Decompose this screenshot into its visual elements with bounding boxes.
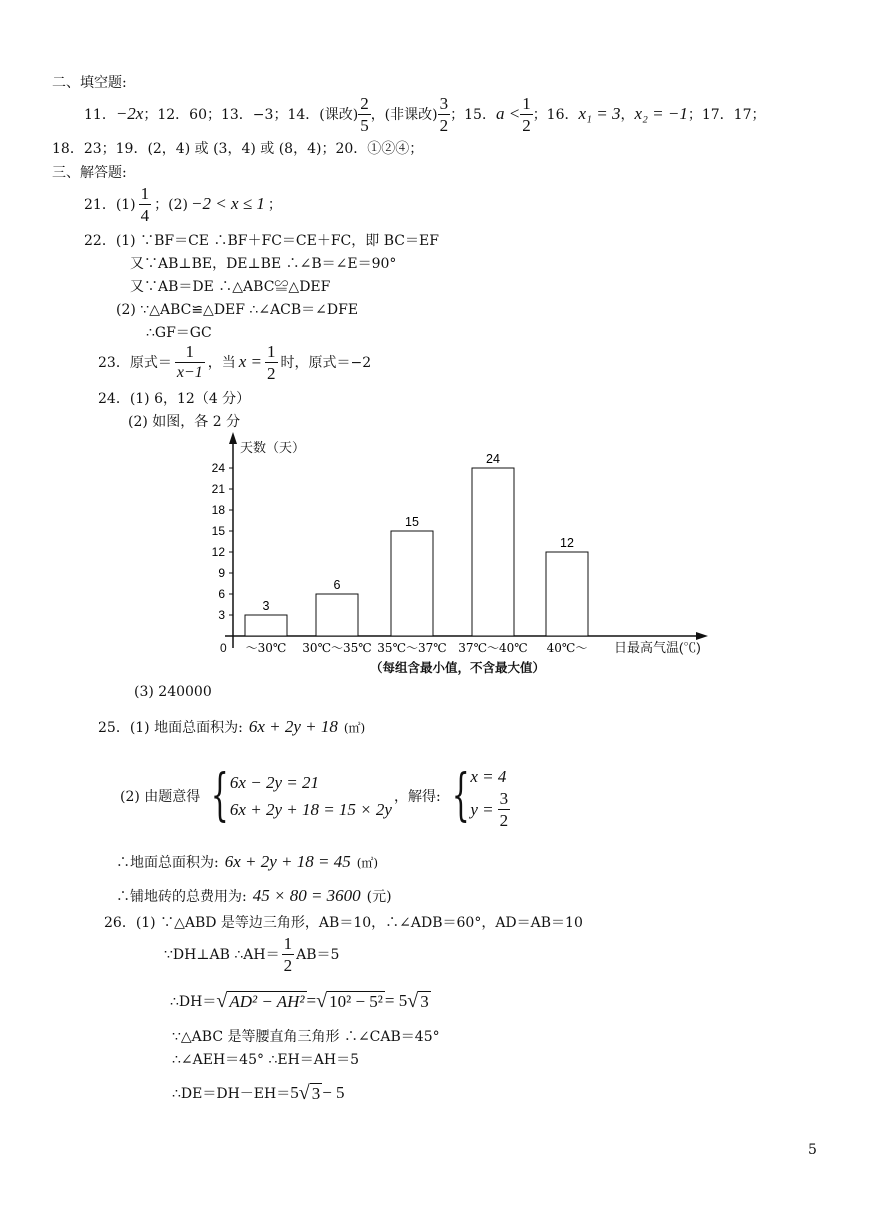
y-axis-arrow (229, 432, 237, 444)
answers-18-20: 18．23；19．(2，4) 或 (3，4) 或 (8，4)；20．①②④； (52, 141, 424, 157)
x-axis-arrow (696, 632, 708, 640)
left-brace: { (451, 763, 470, 828)
q26-line4: ∵△ABC 是等腰直角三角形 ∴∠CAB＝45° (172, 1029, 440, 1045)
q25-line3: ∴地面总面积为: 6x + 2y + 18 = 45 (㎡) (116, 852, 379, 871)
y-tick-label: 15 (211, 524, 225, 538)
answers-11-17: 11． −2x ；12．60；13．−3；14．(课改) $\frac{2}{5}$ ，(非课改) $\frac{3}{2}$ ；15． a < $\frac{1}{2}$ ；16． x₁ = 3 ， x₂ = −1 ；17．17； (84, 93, 766, 135)
q22-line2: 又∵AB⊥BE，DE⊥BE ∴∠B＝∠E＝90° (130, 256, 397, 272)
bar (316, 594, 358, 636)
category-label: 35℃～37℃ (377, 641, 447, 655)
bar-value-label: 24 (486, 452, 500, 466)
section-3-heading: 三、解答题: (52, 165, 127, 181)
q22-line1: 22．(1) ∵BF＝CE ∴BF＋FC＝CE＋FC，即 BC＝EF (84, 233, 439, 249)
y-tick-label: 6 (218, 587, 225, 601)
bar (245, 615, 287, 636)
bar-value-label: 3 (262, 599, 270, 613)
q22-line5: ∴GF＝GC (146, 325, 212, 341)
q24-line1: 24．(1) 6，12（4 分） (98, 391, 251, 407)
q26-line5: ∴∠AEH＝45° ∴EH＝AH＝5 (172, 1052, 360, 1068)
x-axis-label: 日最高气温(℃) (614, 640, 701, 655)
y-tick-label: 3 (218, 608, 225, 622)
q24-line3: (3) 240000 (134, 684, 212, 700)
q22-line4: (2) ∵△ABC≌△DEF ∴∠ACB＝∠DFE (116, 302, 359, 318)
category-label: 30℃～35℃ (302, 641, 372, 655)
fraction: $\frac{1}{2}$ (522, 93, 531, 135)
category-label: 37℃～40℃ (458, 641, 528, 655)
q21: 21．(1) $\frac{1}{4}$ ；(2) −2 < x ≤ 1 ； (84, 183, 282, 225)
y-tick-label: 18 (211, 503, 225, 517)
y-tick-label: 24 (211, 461, 225, 475)
section-2-heading: 二、填空题: (52, 75, 127, 91)
fraction: $\frac{3}{2}$ (439, 93, 449, 135)
bar-value-label: 6 (333, 578, 341, 592)
fraction: $\frac{2}{5}$ (360, 93, 369, 135)
q25-line2: (2) 由题意得 { 6x − 2y = 21 6x + 2y + 18 = 15 × 2y ，解得: { x = 4 y = $\frac{3}{2}$ (120, 763, 509, 831)
bar-value-label: 12 (560, 536, 574, 550)
category-label: ～30℃ (245, 641, 287, 655)
bar (472, 468, 514, 636)
q22-line3: 又∵AB＝DE ∴△ABC≌△DEF (130, 279, 331, 295)
q25-line1: 25．(1) 地面总面积为: 6x + 2y + 18 (㎡) (98, 717, 366, 736)
origin-label: 0 (220, 641, 227, 655)
page-number: 5 (808, 1142, 817, 1158)
bar-value-label: 15 (405, 515, 419, 529)
q24-line2: (2) 如图，各 2 分 (128, 414, 241, 430)
y-tick-label: 21 (211, 482, 225, 496)
bar (391, 531, 433, 636)
q25-line4: ∴铺地砖的总费用为: 45 × 80 = 3600 (元) (116, 886, 392, 905)
y-axis-label: 天数（天） (240, 440, 306, 455)
q26-line6: ∴DE＝DH－EH＝ 5 √ 3 − 5 (172, 1081, 345, 1104)
q23: 23．原式＝ $\frac{1}{x-1}$ ，当 x = $\frac{1}{2}$ 时，原式＝−2 (98, 341, 372, 383)
q26-line2: ∵DH⊥AB ∴AH＝ $\frac{1}{2}$ AB＝5 (164, 933, 340, 975)
category-label: 40℃～ (546, 641, 588, 655)
left-brace: { (211, 763, 230, 828)
y-tick-label: 9 (218, 566, 225, 580)
y-tick-label: 12 (211, 545, 225, 559)
q26-line1: 26．(1) ∵△ABD 是等边三角形，AB＝10，∴∠ADB＝60°，AD＝AB＝10 (104, 915, 583, 931)
chart-note: （每组含最小值，不含最大值） (370, 661, 546, 675)
q26-line3: ∴DH＝ √ AD² − AH² = √ 10² − 5² = 5 √ 3 (170, 989, 429, 1012)
bar (546, 552, 588, 636)
